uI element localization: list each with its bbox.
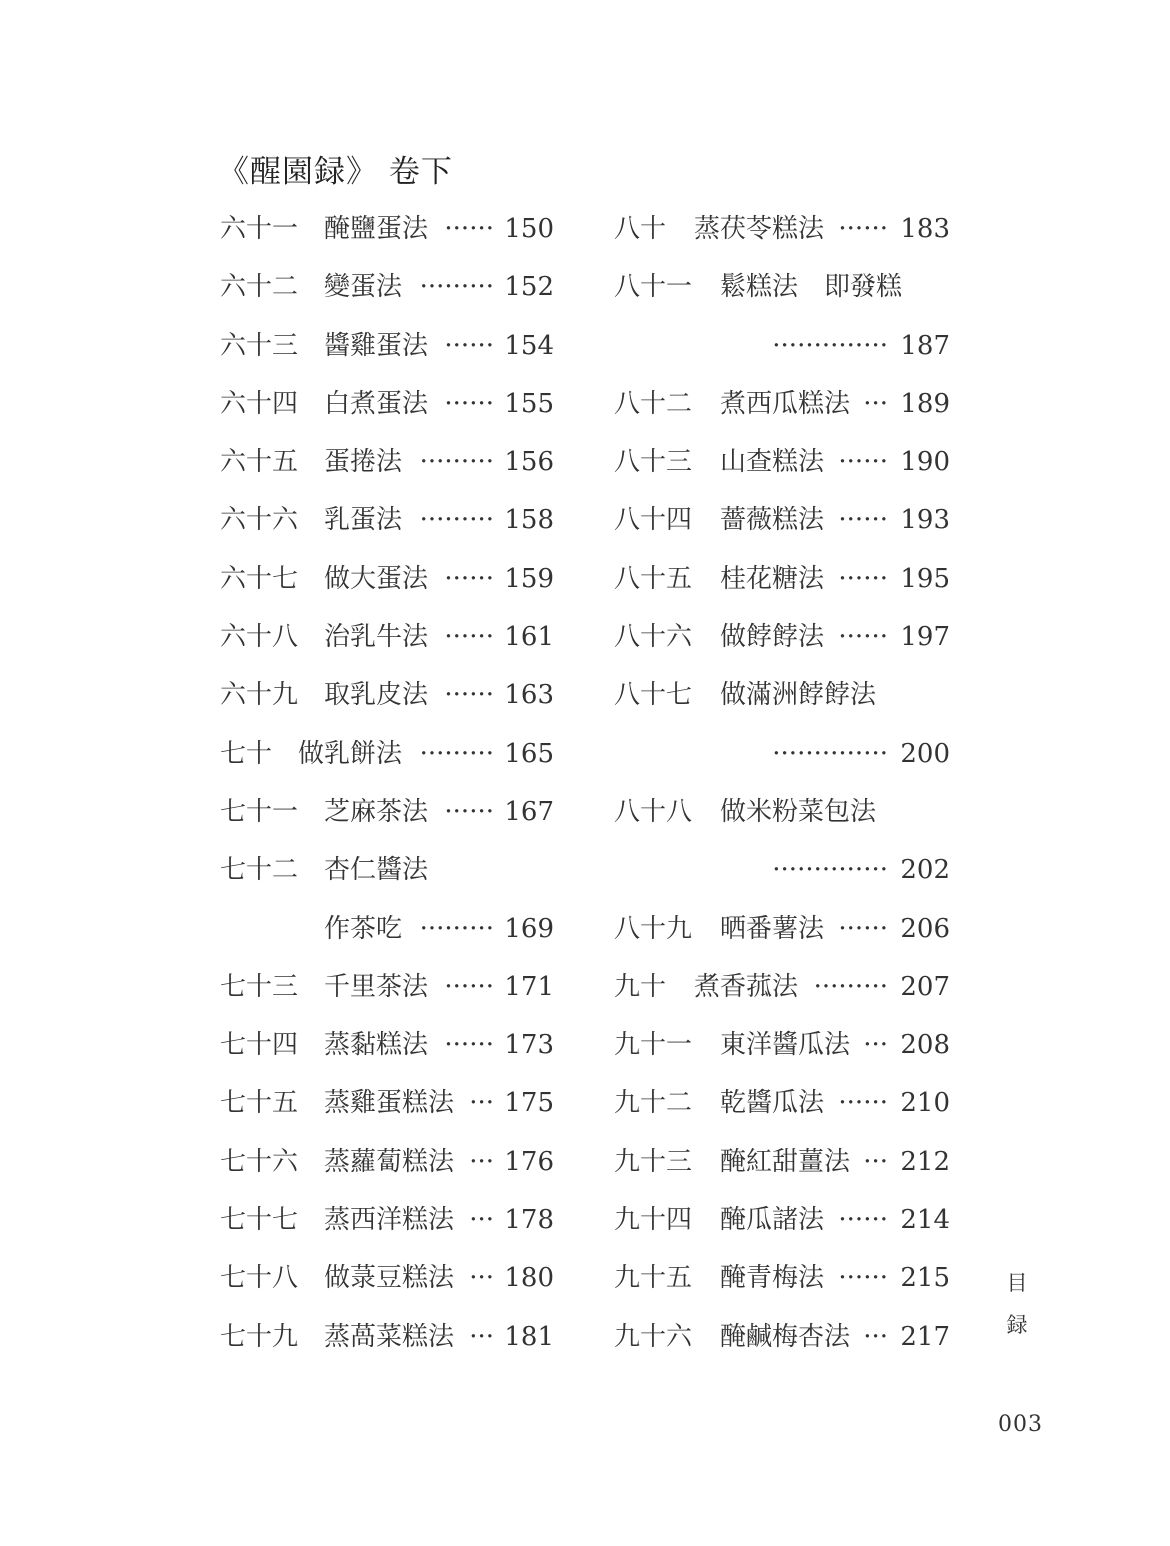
- leader-dots: ···: [863, 388, 888, 419]
- entry-title: 蒸雞蛋糕法: [324, 1088, 455, 1119]
- leader-dots: ·········: [419, 505, 494, 536]
- leader-dots: ···: [469, 1321, 494, 1352]
- entry-title: 乳蛋法: [324, 505, 403, 536]
- toc-entry: [614, 258, 954, 316]
- entry-number: 八十九: [614, 913, 693, 944]
- entry-number: 八十四: [614, 505, 693, 536]
- entry-page: 159: [504, 563, 554, 594]
- entry-title: 做乳餅法: [298, 738, 403, 769]
- entry-title: 做菉豆糕法: [324, 1263, 455, 1294]
- leader-dots: ······: [444, 388, 494, 419]
- entry-number: 六十一: [220, 214, 299, 244]
- entry-number: 九十三: [614, 1146, 693, 1177]
- leader-dots: ······: [838, 1088, 888, 1119]
- entry-title: 變蛋法: [324, 272, 403, 303]
- entry-title: 做餑餑法: [720, 622, 825, 653]
- entry-title: 鬆糕法 即發糕: [720, 272, 903, 303]
- leader-dots: ··············: [772, 855, 888, 886]
- toc-entry: [220, 1133, 560, 1191]
- entry-page: 158: [504, 505, 554, 536]
- leader-dots: ·········: [419, 913, 494, 944]
- entry-page: 156: [504, 447, 554, 478]
- toc-entry: [220, 375, 560, 433]
- toc-entry: [220, 900, 560, 958]
- toc-entry: [614, 1249, 954, 1307]
- toc-entry: [220, 841, 560, 899]
- leader-dots: ······: [838, 214, 888, 244]
- leader-dots: ·········: [419, 447, 494, 478]
- toc-entry: [614, 841, 954, 899]
- entry-page: 193: [900, 505, 950, 536]
- toc-entry: [614, 1191, 954, 1249]
- toc-entry: [614, 1308, 954, 1366]
- entry-number: 六十五: [220, 447, 299, 478]
- entry-number: 七十九: [220, 1321, 299, 1352]
- entry-page: 200: [900, 738, 950, 769]
- entry-title: 薔薇糕法: [720, 505, 825, 536]
- page-number: 003: [998, 1412, 1043, 1437]
- entry-title: 蒸黏糕法: [324, 1030, 429, 1061]
- entry-title: 蒸西洋糕法: [324, 1205, 455, 1236]
- entry-page: 165: [504, 738, 554, 769]
- entry-page: 207: [900, 971, 950, 1002]
- leader-dots: ·········: [813, 971, 888, 1002]
- entry-number: 九十一: [614, 1030, 693, 1061]
- leader-dots: ······: [838, 1263, 888, 1294]
- entry-title: 山查糕法: [720, 447, 825, 478]
- toc-entry: [220, 725, 560, 783]
- toc-entry: [614, 1074, 954, 1132]
- entry-page: 214: [900, 1205, 950, 1236]
- entry-title: 晒番薯法: [720, 913, 825, 944]
- toc-entry: [220, 783, 560, 841]
- entry-number: 六十八: [220, 622, 299, 653]
- entry-number: 九十五: [614, 1263, 693, 1294]
- leader-dots: ···: [469, 1088, 494, 1119]
- leader-dots: ······: [444, 971, 494, 1002]
- toc-entry: [220, 1191, 560, 1249]
- leader-dots: ······: [838, 1205, 888, 1236]
- entry-number: 七十三: [220, 971, 299, 1002]
- entry-number: 八十: [614, 214, 667, 244]
- entry-number: 六十六: [220, 505, 299, 536]
- side-label-char: 録: [1006, 1313, 1028, 1337]
- leader-dots: ······: [838, 563, 888, 594]
- entry-page: 181: [504, 1321, 554, 1352]
- leader-dots: ······: [838, 622, 888, 653]
- entry-page: 215: [900, 1263, 950, 1294]
- entry-number: 九十: [614, 971, 667, 1002]
- leader-dots: ······: [838, 505, 888, 536]
- toc-entry: [614, 958, 954, 1016]
- entry-title: 做大蛋法: [324, 563, 429, 594]
- leader-dots: ······: [444, 680, 494, 711]
- toc-entry: [220, 258, 560, 316]
- side-label-char: 目: [1006, 1271, 1028, 1295]
- leader-dots: ···: [469, 1146, 494, 1177]
- entry-page: 197: [900, 622, 950, 653]
- toc-entry: [614, 317, 954, 375]
- entry-number: 七十八: [220, 1263, 299, 1294]
- entry-title: 乾醬瓜法: [720, 1088, 825, 1119]
- toc-entry: [220, 491, 560, 549]
- entry-title: 醃瓜諸法: [720, 1205, 825, 1236]
- toc-entry: [220, 550, 560, 608]
- entry-title: 做滿洲餑餑法: [720, 680, 877, 711]
- entry-title: 醬雞蛋法: [324, 330, 429, 361]
- entry-page: 163: [504, 680, 554, 711]
- toc-entry: [614, 900, 954, 958]
- entry-title: 千里茶法: [324, 971, 429, 1002]
- toc-entry: [220, 666, 560, 724]
- leader-dots: ······: [838, 447, 888, 478]
- side-label: [1004, 1262, 1030, 1346]
- entry-number: 六十七: [220, 563, 299, 594]
- entry-number: 七十五: [220, 1088, 299, 1119]
- entry-page: 189: [900, 388, 950, 419]
- entry-number: 七十四: [220, 1030, 299, 1061]
- leader-dots: ······: [838, 913, 888, 944]
- leader-dots: ···: [469, 1263, 494, 1294]
- entry-page: 169: [504, 913, 554, 944]
- entry-page: 154: [504, 330, 554, 361]
- entry-title: 醃紅甜薑法: [720, 1146, 851, 1177]
- entry-number: 七十七: [220, 1205, 299, 1236]
- entry-number: 八十三: [614, 447, 693, 478]
- entry-page: 202: [900, 855, 950, 886]
- entry-number: 六十二: [220, 272, 299, 303]
- entry-page: 180: [504, 1263, 554, 1294]
- entry-page: 176: [504, 1146, 554, 1177]
- entry-title: 桂花糖法: [720, 563, 825, 594]
- toc-entry: [614, 433, 954, 491]
- entry-number: 六十四: [220, 388, 299, 419]
- toc-entry: [614, 491, 954, 549]
- toc-entry: [220, 958, 560, 1016]
- entry-number: 八十一: [614, 272, 693, 303]
- toc-entry: [614, 1133, 954, 1191]
- entry-page: 212: [900, 1146, 950, 1177]
- entry-number: 九十六: [614, 1321, 693, 1352]
- leader-dots: ···: [469, 1205, 494, 1236]
- entry-page: 167: [504, 796, 554, 827]
- leader-dots: ··············: [772, 330, 888, 361]
- entry-title: 煮香菰法: [694, 971, 799, 1002]
- toc-entry: [220, 608, 560, 666]
- entry-number: 九十四: [614, 1205, 693, 1236]
- entry-page: 217: [900, 1321, 950, 1352]
- entry-page: 206: [900, 913, 950, 944]
- leader-dots: ······: [444, 622, 494, 653]
- entry-title: 蒸萵菜糕法: [324, 1321, 455, 1352]
- entry-page: 175: [504, 1088, 554, 1119]
- toc-entry: [220, 317, 560, 375]
- entry-number: 七十二: [220, 855, 299, 886]
- toc-right-column: [614, 200, 954, 1366]
- toc-entry: [220, 1249, 560, 1307]
- entry-title: 白煮蛋法: [324, 388, 429, 419]
- leader-dots: ······: [444, 214, 494, 244]
- entry-number: 六十三: [220, 330, 299, 361]
- leader-dots: ·········: [419, 738, 494, 769]
- toc-entry: [614, 666, 954, 724]
- entry-title: 醃青梅法: [720, 1263, 825, 1294]
- toc-entry: [220, 1016, 560, 1074]
- toc-entry: [614, 200, 954, 258]
- toc-entry: [614, 783, 954, 841]
- entry-title: 治乳牛法: [324, 622, 429, 653]
- entry-number: 六十九: [220, 680, 299, 711]
- entry-page: 183: [900, 214, 950, 244]
- toc-entry: [614, 375, 954, 433]
- entry-number: 八十二: [614, 388, 693, 419]
- leader-dots: ··············: [772, 738, 888, 769]
- entry-number: 八十六: [614, 622, 693, 653]
- entry-page: 210: [900, 1088, 950, 1119]
- leader-dots: ·········: [419, 272, 494, 303]
- entry-title: 東洋醬瓜法: [720, 1030, 851, 1061]
- leader-dots: ······: [444, 1030, 494, 1061]
- entry-page: 155: [504, 388, 554, 419]
- entry-number: 八十五: [614, 563, 693, 594]
- leader-dots: ···: [863, 1146, 888, 1177]
- entry-page: 190: [900, 447, 950, 478]
- leader-dots: ······: [444, 796, 494, 827]
- leader-dots: ······: [444, 563, 494, 594]
- entry-page: 187: [900, 330, 950, 361]
- toc-entry: [220, 1074, 560, 1132]
- toc-entry: [614, 550, 954, 608]
- toc-entry: [614, 1016, 954, 1074]
- entry-title: 醃鹹梅杏法: [720, 1321, 851, 1352]
- entry-page: 208: [900, 1030, 950, 1061]
- entry-number: 八十八: [614, 796, 693, 827]
- entry-title: 芝麻茶法: [324, 796, 429, 827]
- toc-entry: [614, 725, 954, 783]
- entry-title: 杏仁醬法: [324, 855, 429, 886]
- toc-entry: [220, 200, 560, 258]
- entry-title: 蒸茯苓糕法: [694, 214, 825, 244]
- entry-page: 152: [504, 272, 554, 303]
- entry-number: 九十二: [614, 1088, 693, 1119]
- toc-entry: [614, 608, 954, 666]
- leader-dots: ···: [863, 1321, 888, 1352]
- leader-dots: ···: [863, 1030, 888, 1061]
- entry-page: 178: [504, 1205, 554, 1236]
- entry-title: 取乳皮法: [324, 680, 429, 711]
- entry-title: 作茶吃: [324, 913, 403, 944]
- entry-number: 七十: [220, 738, 273, 769]
- entry-title: 煮西瓜糕法: [720, 388, 851, 419]
- entry-page: 171: [504, 971, 554, 1002]
- entry-page: 161: [504, 622, 554, 653]
- entry-number: 八十七: [614, 680, 693, 711]
- entry-page: 150: [504, 214, 554, 244]
- entry-page: 195: [900, 563, 950, 594]
- entry-title: 醃鹽蛋法: [324, 214, 429, 244]
- entry-title: 蒸蘿蔔糕法: [324, 1146, 455, 1177]
- entry-number: 七十一: [220, 796, 299, 827]
- entry-title: 蛋捲法: [324, 447, 403, 478]
- entry-title: 做米粉菜包法: [720, 796, 877, 827]
- toc-entry: [220, 1308, 560, 1366]
- toc-entry: [220, 433, 560, 491]
- leader-dots: ······: [444, 330, 494, 361]
- section-heading: 《醒園録》 卷下: [218, 154, 453, 190]
- entry-page: 173: [504, 1030, 554, 1061]
- toc-left-column: [220, 200, 560, 1366]
- entry-number: 七十六: [220, 1146, 299, 1177]
